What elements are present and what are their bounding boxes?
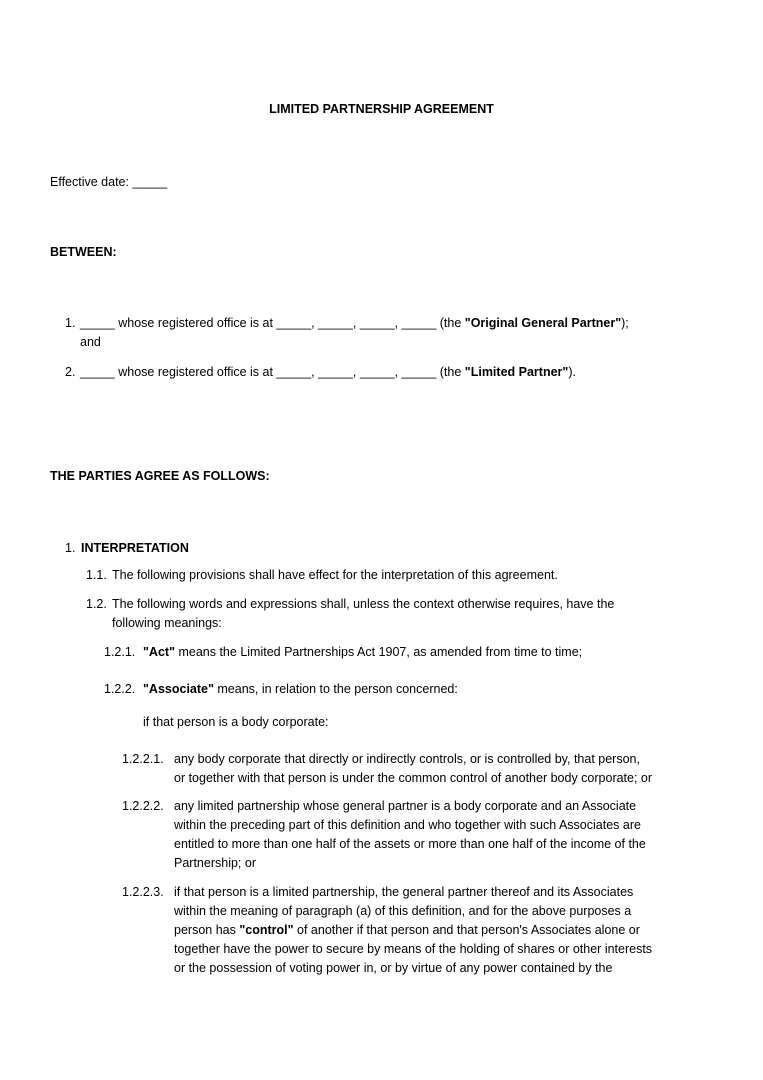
agree-heading: THE PARTIES AGREE AS FOLLOWS:	[50, 469, 270, 483]
defined-term: "Act"	[143, 645, 175, 659]
clause-text-end: of another if that person and that person's Associates alone or	[293, 923, 640, 937]
clause-number: 1.2.	[86, 597, 107, 611]
definition-text: means, in relation to the person concerned:	[213, 682, 458, 696]
document-title: LIMITED PARTNERSHIP AGREEMENT	[269, 102, 494, 116]
clause-text: or together with that person is under the common control of another body corporate; or	[174, 771, 653, 785]
clause-text	[143, 681, 458, 698]
party-defined-term: "Limited Partner"	[464, 365, 569, 379]
party-number: 2.	[65, 365, 76, 379]
party-text-end: ).	[568, 365, 576, 379]
clause-number: 1.2.1.	[104, 645, 136, 659]
effective-date: Effective date: _____	[50, 175, 168, 189]
party-number: 1.	[65, 316, 76, 330]
clause-number: 1.2.2.	[104, 682, 136, 696]
clause-text: within the preceding part of this definition and who together with such Associates are	[174, 818, 641, 832]
party-text	[80, 315, 629, 332]
defined-term: "Associate"	[143, 682, 214, 696]
clause-text: if that person is a limited partnership, the general partner thereof and its Associates	[174, 885, 634, 899]
clause-number: 1.2.2.3.	[122, 885, 164, 899]
clause-number: 1.2.2.2.	[122, 799, 164, 813]
clause-text: The following words and expressions shall, unless the context otherwise requires, have the	[112, 597, 615, 611]
party-text-start: _____ whose registered office is at _____, _____, _____, _____ (the	[80, 316, 465, 330]
clause-text: any body corporate that directly or indirectly controls, or is controlled by, that person,	[174, 752, 640, 766]
clause-text	[174, 922, 640, 939]
party-text-start: _____ whose registered office is at _____, _____, _____, _____ (the	[80, 365, 465, 379]
section-heading: INTERPRETATION	[81, 541, 189, 555]
clause-text: entitled to more than one half of the assets or more than one half of the income of the	[174, 837, 646, 851]
section-number: 1.	[65, 541, 76, 555]
clause-text: Partnership; or	[174, 856, 256, 870]
clause-text: or the possession of voting power in, or by virtue of any power contained by the	[174, 961, 613, 975]
party-text	[80, 364, 576, 381]
party-continuation: and	[80, 335, 101, 349]
party-text-end: );	[621, 316, 629, 330]
clause-text: any limited partnership whose general partner is a body corporate and an Associate	[174, 799, 637, 813]
clause-text: following meanings:	[112, 616, 222, 630]
clause-text: within the meaning of paragraph (a) of this definition, and for the above purposes a	[174, 904, 632, 918]
clause-text: The following provisions shall have effect for the interpretation of this agreement.	[112, 568, 558, 582]
clause-text	[143, 644, 582, 661]
party-defined-term: "Original General Partner"	[464, 316, 622, 330]
clause-number: 1.2.2.1.	[122, 752, 164, 766]
clause-text: together have the power to secure by means of the holding of shares or other interests	[174, 942, 653, 956]
between-heading: BETWEEN:	[50, 245, 117, 259]
clause-number: 1.1.	[86, 568, 107, 582]
definition-text: means the Limited Partnerships Act 1907, as amended from time to time;	[175, 645, 583, 659]
clause-text-start: person has	[174, 923, 240, 937]
sub-intro: if that person is a body corporate:	[143, 715, 329, 729]
defined-term: "control"	[239, 923, 294, 937]
